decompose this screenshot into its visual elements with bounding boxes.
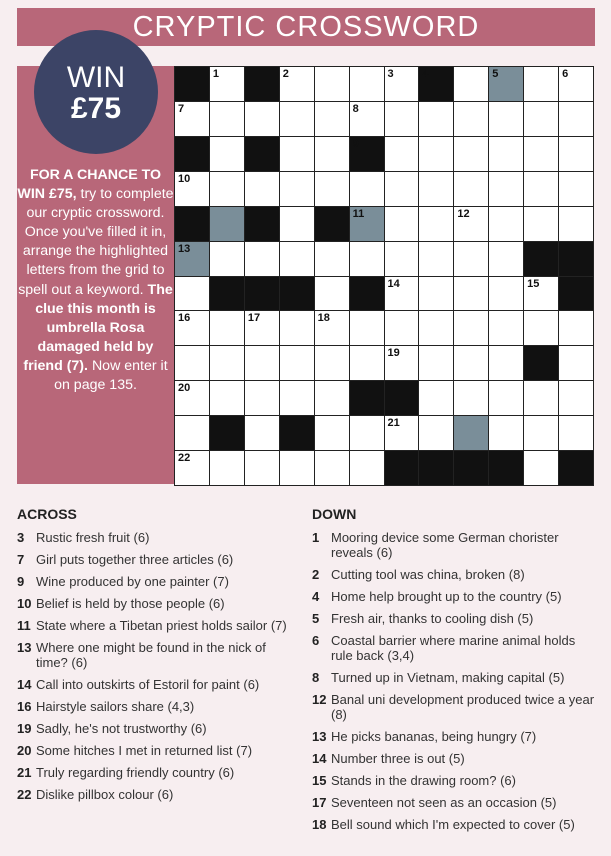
grid-cell[interactable] [315,277,349,311]
promo-text-2: Now enter it on page 135. [54,357,168,394]
clue-number: 7 [17,552,25,567]
clue-number: 19 [387,347,400,360]
grid-cell[interactable] [419,172,453,206]
grid-cell[interactable] [559,137,593,171]
black-cell [245,137,279,171]
clue-number: 13 [178,242,191,255]
clue-number: 4 [422,68,429,80]
grid-cell[interactable] [280,207,314,241]
clue-number: 5 [492,68,499,80]
grid-cell[interactable] [210,102,244,136]
grid-cell[interactable] [280,242,314,276]
black-cell [175,137,209,171]
black-cell [245,207,279,241]
down-clues [312,506,597,839]
grid-cell[interactable] [385,416,419,450]
clue-text: Home help brought up to the country (5) [331,589,562,604]
black-cell [419,67,453,101]
clue-text: Stands in the drawing room? (6) [331,773,516,788]
grid-cell[interactable] [245,451,279,485]
clue-text: Seventeen not seen as an occasion (5) [331,795,557,810]
grid-cell[interactable] [315,102,349,136]
clue-text: Where one might be found in the nick of time? (6) [36,640,266,670]
black-cell [559,277,593,311]
clue-number: 21 [17,765,32,780]
grid-cell[interactable] [315,242,349,276]
grid-cell[interactable] [245,172,279,206]
clue-number: 16 [178,312,191,325]
clue-number: 16 [17,699,32,714]
clue-text: Dislike pillbox colour (6) [36,787,174,802]
black-cell [350,137,384,171]
grid-cell[interactable] [385,102,419,136]
clue-number: 19 [17,721,32,736]
grid-cell[interactable] [559,346,593,380]
black-cell [245,67,279,101]
grid-cell[interactable] [315,137,349,171]
grid-cell[interactable] [210,137,244,171]
clue-number: 18 [317,312,330,325]
grid-cell[interactable] [210,172,244,206]
black-cell [350,277,384,311]
across-clue [17,530,300,545]
grid-cell[interactable] [524,451,558,485]
clue-number: 3 [387,68,394,80]
black-cell [210,416,244,450]
prize-amount: £75 [70,92,122,125]
grid-cell[interactable] [385,137,419,171]
grid-cell[interactable] [385,172,419,206]
promo-bold-1: FOR A CHANCE TO WIN £75, [17,167,162,203]
grid-cell[interactable] [489,207,523,241]
across-clue [17,618,300,633]
across-clue [17,596,300,611]
clue-number: 5 [312,611,320,626]
clue-number: 14 [312,751,327,766]
grid-cell[interactable] [524,311,558,345]
clue-number: 15 [527,277,540,290]
grid-cell[interactable] [280,381,314,415]
black-cell [419,451,453,485]
clue-text: He picks bananas, being hungry (7) [331,729,537,744]
grid-cell[interactable] [524,172,558,206]
grid-cell[interactable] [350,67,384,101]
clue-number: 14 [17,677,32,692]
grid-cell[interactable] [245,346,279,380]
clue-number: 10 [178,172,191,185]
black-cell [280,277,314,311]
clue-number: 13 [17,640,32,655]
grid-cell[interactable] [280,137,314,171]
across-clue [17,552,300,567]
grid-cell[interactable] [245,311,279,345]
grid-cell[interactable] [350,311,384,345]
grid-cell[interactable] [280,67,314,101]
grid-cell[interactable] [385,346,419,380]
grid-cell[interactable] [419,242,453,276]
clue-number: 10 [17,596,32,611]
grid-cell[interactable] [419,277,453,311]
across-clues [17,506,300,809]
down-clue [312,773,597,788]
grid-cell[interactable] [489,311,523,345]
clue-number: 6 [562,68,569,80]
black-cell [559,242,593,276]
grid-cell[interactable] [454,102,488,136]
clue-text: Some hitches I met in returned list (7) [36,743,253,758]
grid-cell[interactable] [419,102,453,136]
grid-cell[interactable] [454,207,488,241]
grid-cell[interactable] [315,346,349,380]
grid-cell[interactable] [350,242,384,276]
grid-cell[interactable] [419,137,453,171]
clue-number: 22 [17,787,32,802]
clue-number: 21 [387,417,400,430]
grid-cell[interactable] [175,172,209,206]
prize-line-1: WIN [66,61,126,94]
grid-cell[interactable] [175,416,209,450]
grid-cell[interactable] [419,381,453,415]
highlighted-cell[interactable] [175,242,209,276]
grid-cell[interactable] [210,381,244,415]
grid-cell[interactable] [175,381,209,415]
down-clue [312,567,597,582]
black-cell [245,277,279,311]
across-clue [17,787,300,802]
black-cell [489,451,523,485]
down-clue [312,692,597,722]
grid-cell[interactable] [315,311,349,345]
grid-cell[interactable] [454,277,488,311]
grid-cell[interactable] [245,242,279,276]
grid-cell[interactable] [454,311,488,345]
grid-cell[interactable] [524,137,558,171]
grid-cell[interactable] [385,242,419,276]
grid-cell[interactable] [419,311,453,345]
clue-number: 14 [387,277,400,290]
clue-text: Truly regarding friendly country (6) [36,765,235,780]
clue-text: Hairstyle sailors share (4,3) [36,699,195,714]
grid-cell[interactable] [454,67,488,101]
clue-number: 12 [457,207,470,220]
grid-cell[interactable] [210,311,244,345]
down-clue [312,751,597,766]
across-clue [17,765,300,780]
grid-cell[interactable] [454,137,488,171]
clue-number: 9 [17,574,25,589]
clue-text: Rustic fresh fruit (6) [36,530,150,545]
grid-cell[interactable] [385,207,419,241]
grid-cell[interactable] [350,416,384,450]
black-cell [175,67,209,101]
grid-cell[interactable] [559,102,593,136]
clue-text: Call into outskirts of Estoril for paint (6) [36,677,260,692]
down-clue [312,611,597,626]
clue-number: 7 [178,102,185,115]
black-cell [385,381,419,415]
grid-cell[interactable] [210,346,244,380]
down-clue [312,633,597,663]
clue-text: Sadly, he's not trustworthy (6) [36,721,207,736]
clue-number: 6 [312,633,320,648]
prize-badge [34,30,158,154]
grid-cell[interactable] [489,102,523,136]
grid-cell[interactable] [524,207,558,241]
promo-text-1: try to complete our cryptic crossword. Once you've filled it in, arrange the highlighted letters from the grid to spell out a keyword. [18,186,174,298]
grid-cell[interactable] [245,416,279,450]
clue-number: 9 [352,137,359,150]
down-heading: DOWN [312,506,357,522]
highlighted-cell[interactable] [350,207,384,241]
clue-text: State where a Tibetan priest holds sailor (7) [36,618,287,633]
clue-text: Fresh air, thanks to cooling dish (5) [331,611,534,626]
highlighted-cell[interactable] [489,67,523,101]
grid-cell[interactable] [315,381,349,415]
promo-bold-2: The clue this month is umbrella Rosa damaged held by friend (7). [23,281,173,374]
black-cell [175,207,209,241]
across-heading: ACROSS [17,506,77,522]
grid-cell[interactable] [489,242,523,276]
promo-text [17,166,174,395]
clue-text: Number three is out (5) [331,751,465,766]
grid-cell[interactable] [489,277,523,311]
black-cell [454,451,488,485]
grid-cell[interactable] [419,346,453,380]
grid-cell[interactable] [454,381,488,415]
grid-cell[interactable] [315,451,349,485]
grid-cell[interactable] [559,207,593,241]
clue-text: Belief is held by those people (6) [36,596,225,611]
grid-cell[interactable] [315,172,349,206]
down-clue [312,670,597,685]
grid-cell[interactable] [454,172,488,206]
grid-cell[interactable] [350,451,384,485]
grid-cell[interactable] [280,172,314,206]
clue-text: Bell sound which I'm expected to cover (5) [331,817,575,832]
clue-number: 22 [178,452,191,465]
grid-cell[interactable] [385,311,419,345]
black-cell [280,416,314,450]
black-cell [315,207,349,241]
grid-cell[interactable] [559,381,593,415]
across-clue [17,574,300,589]
across-clue [17,721,300,736]
grid-cell[interactable] [489,137,523,171]
grid-cell[interactable] [419,416,453,450]
black-cell [524,242,558,276]
grid-cell[interactable] [489,172,523,206]
grid-cell[interactable] [350,346,384,380]
clue-number: 3 [17,530,25,545]
across-clue [17,640,300,670]
clue-number: 11 [17,618,31,633]
grid-cell[interactable] [454,242,488,276]
clue-number: 8 [312,670,320,685]
grid-cell[interactable] [210,67,244,101]
grid-cell[interactable] [524,277,558,311]
clue-number: 1 [312,530,320,545]
clue-number: 4 [312,589,320,604]
clue-number: 20 [17,743,32,758]
down-clue [312,589,597,604]
clue-number: 2 [282,68,289,80]
clue-text: Turned up in Vietnam, making capital (5) [331,670,565,685]
grid-cell[interactable] [210,242,244,276]
clue-number: 1 [212,68,220,80]
clue-number: 12 [312,692,327,707]
grid-cell[interactable] [559,311,593,345]
clue-text: Cutting tool was china, broken (8) [331,567,525,582]
grid-cell[interactable] [524,416,558,450]
highlighted-cell[interactable] [210,207,244,241]
clue-number: 13 [312,729,327,744]
grid-cell[interactable] [315,67,349,101]
clue-text: Mooring device some German chorister reveals (6) [331,530,559,560]
grid-cell[interactable] [559,67,593,101]
black-cell [210,277,244,311]
across-clue [17,699,300,714]
grid-cell[interactable] [280,451,314,485]
grid-cell[interactable] [175,346,209,380]
grid-cell[interactable] [350,102,384,136]
grid-cell[interactable] [245,381,279,415]
clue-text: Wine produced by one painter (7) [36,574,229,589]
black-cell [524,346,558,380]
grid-cell[interactable] [280,346,314,380]
clue-text: Coastal barrier where marine animal holds rule back (3,4) [331,633,576,663]
down-clue [312,530,597,560]
black-cell [559,451,593,485]
clue-text: Girl puts together three articles (6) [36,552,234,567]
down-clue [312,795,597,810]
grid-cell[interactable] [419,207,453,241]
grid-cell[interactable] [524,102,558,136]
highlighted-cell[interactable] [454,416,488,450]
down-clue [312,817,597,832]
grid-cell[interactable] [454,346,488,380]
clue-number: 8 [352,102,359,115]
grid-cell[interactable] [559,416,593,450]
black-cell [385,451,419,485]
clue-number: 17 [247,312,261,325]
grid-cell[interactable] [524,381,558,415]
clue-number: 20 [178,382,191,395]
clue-number: 11 [352,207,365,220]
grid-cell[interactable] [280,311,314,345]
grid-cell[interactable] [489,381,523,415]
grid-cell[interactable] [175,311,209,345]
grid-cell[interactable] [175,451,209,485]
grid-cell[interactable] [524,67,558,101]
grid-cell[interactable] [559,172,593,206]
grid-cell[interactable] [210,451,244,485]
across-clue [17,677,300,692]
page-title: CRYPTIC CROSSWORD [17,8,595,46]
down-clue [312,729,597,744]
black-cell [350,381,384,415]
grid-cell[interactable] [385,67,419,101]
grid-cell[interactable] [245,102,279,136]
grid-cell[interactable] [385,277,419,311]
grid-cell[interactable] [489,346,523,380]
grid-cell[interactable] [175,102,209,136]
clue-number: 2 [312,567,320,582]
across-clue [17,743,300,758]
grid-cell[interactable] [280,102,314,136]
clue-number: 18 [312,817,327,832]
grid-cell[interactable] [315,416,349,450]
clue-number: 17 [312,795,327,810]
grid-cell[interactable] [175,277,209,311]
grid-cell[interactable] [489,416,523,450]
clue-text: Banal uni development produced twice a year (8) [331,692,595,722]
clue-number: 15 [312,773,327,788]
grid-cell[interactable] [350,172,384,206]
crossword-grid [174,66,594,486]
